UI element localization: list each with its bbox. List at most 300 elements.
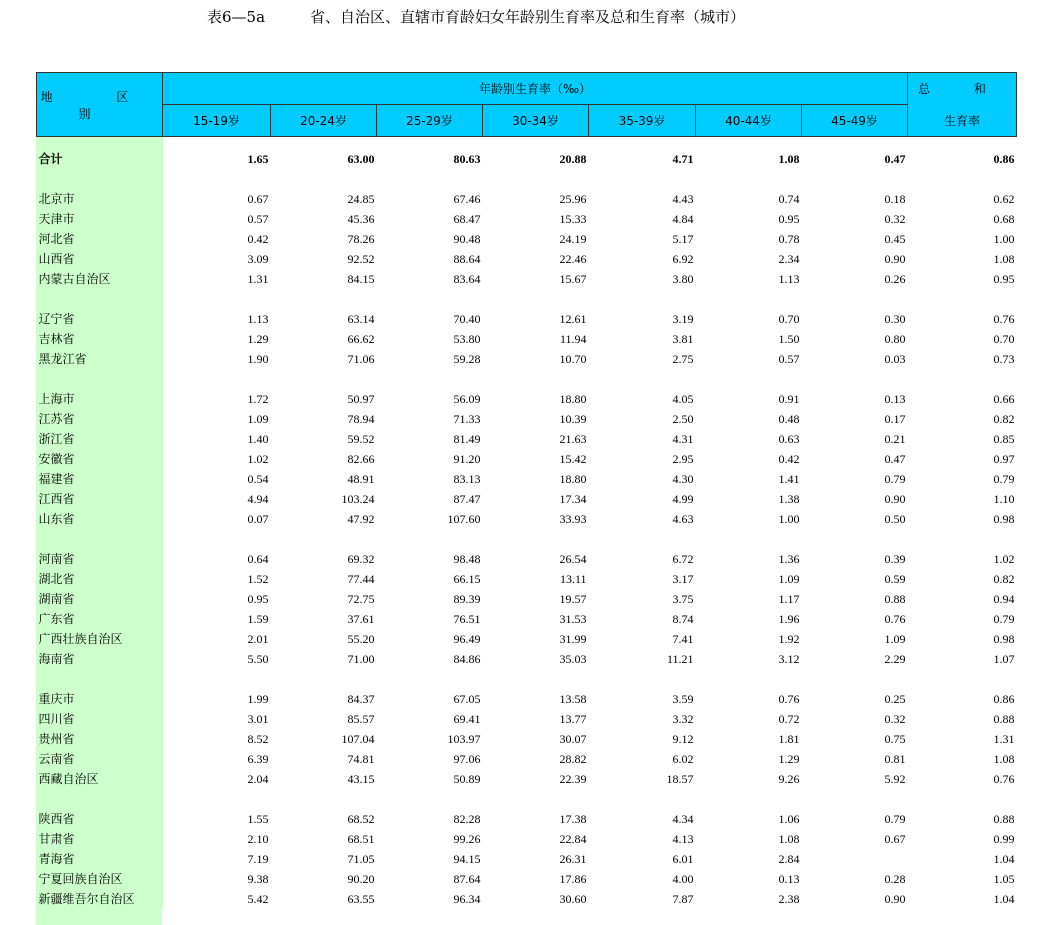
region-name: 青海省 (37, 849, 163, 869)
rate-value: 24.85 (347, 192, 375, 206)
rate-value: 25.96 (559, 192, 587, 206)
table-row (37, 569, 1017, 589)
tfr-value: 0.95 (993, 272, 1015, 286)
rate-value: 84.37 (347, 692, 375, 706)
age-rate-group-header: 年龄别生育率（‰） (163, 73, 908, 105)
rate-value: 3.32 (672, 712, 694, 726)
rate-value: 24.19 (559, 232, 587, 246)
rate-value: 0.32 (884, 712, 906, 726)
rate-value: 12.61 (559, 312, 587, 326)
region-name: 合计 (37, 149, 163, 169)
rate-value: 0.30 (884, 312, 906, 326)
rate-value: 1.55 (247, 812, 269, 826)
rate-value: 4.43 (672, 192, 694, 206)
rate-value: 0.70 (778, 312, 800, 326)
tfr-value: 0.79 (993, 612, 1015, 626)
rate-value: 17.34 (559, 492, 587, 506)
rate-value: 6.39 (247, 752, 269, 766)
region-name: 宁夏回族自治区 (37, 869, 163, 889)
table-row (37, 489, 1017, 509)
rate-value: 67.46 (453, 192, 481, 206)
rate-value: 71.05 (347, 852, 375, 866)
table-code: 表6—5a (207, 8, 266, 26)
spacer-row (37, 289, 1017, 309)
tfr-header-line2: 生育率 (908, 105, 1017, 137)
rate-value: 82.28 (453, 812, 481, 826)
tfr-value: 1.08 (993, 752, 1015, 766)
rate-value: 22.84 (559, 832, 587, 846)
rate-value: 4.13 (672, 832, 694, 846)
table-row (37, 849, 1017, 869)
rate-value: 83.64 (453, 272, 481, 286)
rate-value: 70.40 (453, 312, 481, 326)
rate-value: 1.59 (247, 612, 269, 626)
spacer-row (37, 169, 1017, 189)
rate-value: 107.60 (447, 512, 481, 526)
rate-value: 10.70 (559, 352, 587, 366)
rate-value: 15.33 (559, 212, 587, 226)
rate-value: 74.81 (347, 752, 375, 766)
rate-value: 90.48 (453, 232, 481, 246)
region-name: 河南省 (37, 549, 163, 569)
tfr-value: 1.10 (993, 492, 1015, 506)
table-row (37, 829, 1017, 849)
rate-value: 53.80 (453, 332, 481, 346)
tfr-value: 0.94 (993, 592, 1015, 606)
rate-value: 4.99 (672, 492, 694, 506)
rate-value: 8.74 (672, 612, 694, 626)
rate-value: 11.94 (559, 332, 587, 346)
rate-value: 0.54 (247, 472, 269, 486)
tfr-value: 0.76 (993, 312, 1015, 326)
rate-value: 9.38 (247, 872, 269, 886)
rate-value: 2.01 (247, 632, 269, 646)
tfr-value: 0.98 (993, 632, 1015, 646)
table-row (37, 689, 1017, 709)
rate-value: 47.92 (347, 512, 375, 526)
rate-value: 1.09 (247, 412, 269, 426)
rate-value: 13.58 (559, 692, 587, 706)
rate-value: 0.81 (884, 752, 906, 766)
rate-value: 91.20 (453, 452, 481, 466)
rate-value: 1.96 (778, 612, 800, 626)
rate-value: 1.72 (247, 392, 269, 406)
rate-value: 1.09 (884, 632, 906, 646)
rate-value: 13.11 (559, 572, 587, 586)
rate-value: 0.95 (247, 592, 269, 606)
table-row (37, 209, 1017, 229)
rate-value: 1.00 (778, 512, 800, 526)
age-header: 15-19岁 (163, 105, 271, 137)
rate-value: 96.49 (453, 632, 481, 646)
rate-value: 6.02 (672, 752, 694, 766)
rate-value: 5.92 (884, 772, 906, 786)
table-row (37, 269, 1017, 289)
rate-value: 0.74 (778, 192, 800, 206)
rate-value: 7.41 (672, 632, 694, 646)
region-name: 湖南省 (37, 589, 163, 609)
rate-value: 2.10 (247, 832, 269, 846)
rate-value: 84.15 (347, 272, 375, 286)
rate-value: 92.52 (347, 252, 375, 266)
rate-value: 71.00 (347, 652, 375, 666)
rate-value: 0.21 (884, 432, 906, 446)
table-row (37, 389, 1017, 409)
rate-value: 85.57 (347, 712, 375, 726)
rate-value: 80.63 (453, 152, 481, 166)
rate-value: 0.18 (884, 192, 906, 206)
rate-value: 3.01 (247, 712, 269, 726)
rate-value: 87.64 (453, 872, 481, 886)
table-row (37, 309, 1017, 329)
table-row (37, 869, 1017, 889)
table-row (37, 589, 1017, 609)
rate-value: 50.97 (347, 392, 375, 406)
rate-value: 107.04 (341, 732, 375, 746)
rate-value: 37.61 (347, 612, 375, 626)
tfr-value: 0.88 (993, 812, 1015, 826)
tfr-value: 0.86 (993, 152, 1015, 166)
region-name: 广东省 (37, 609, 163, 629)
region-name: 上海市 (37, 389, 163, 409)
rate-value: 0.79 (884, 812, 906, 826)
rate-value: 0.13 (778, 872, 800, 886)
rate-value: 87.47 (453, 492, 481, 506)
rate-value: 13.77 (559, 712, 587, 726)
table-row (37, 629, 1017, 649)
tfr-value: 0.76 (993, 772, 1015, 786)
region-name: 四川省 (37, 709, 163, 729)
rate-value: 15.42 (559, 452, 587, 466)
rate-value: 103.24 (341, 492, 375, 506)
rate-value: 0.90 (884, 252, 906, 266)
rate-value: 1.09 (778, 572, 800, 586)
tfr-value: 0.85 (993, 432, 1015, 446)
tfr-value: 0.62 (993, 192, 1015, 206)
rate-value: 3.09 (247, 252, 269, 266)
rate-value: 97.06 (453, 752, 481, 766)
region-name: 陕西省 (37, 809, 163, 829)
spacer-row (37, 529, 1017, 549)
rate-value: 0.39 (884, 552, 906, 566)
age-header: 30-34岁 (483, 105, 589, 137)
table-row (37, 729, 1017, 749)
age-header: 35-39岁 (589, 105, 696, 137)
rate-value (802, 849, 908, 869)
rate-value: 4.63 (672, 512, 694, 526)
rate-value: 89.39 (453, 592, 481, 606)
rate-value: 4.71 (672, 152, 694, 166)
rate-value: 1.29 (247, 332, 269, 346)
rate-value: 0.76 (884, 612, 906, 626)
rate-value: 26.54 (559, 552, 587, 566)
tfr-value: 1.02 (993, 552, 1015, 566)
table-row (37, 889, 1017, 909)
region-name: 海南省 (37, 649, 163, 669)
rate-value: 3.59 (672, 692, 694, 706)
rate-value: 1.65 (247, 152, 269, 166)
table-row (37, 409, 1017, 429)
total-row (37, 149, 1017, 169)
rate-value: 4.30 (672, 472, 694, 486)
rate-value: 3.12 (778, 652, 800, 666)
region-name: 辽宁省 (37, 309, 163, 329)
rate-value: 4.94 (247, 492, 269, 506)
rate-value: 1.36 (778, 552, 800, 566)
rate-value: 98.48 (453, 552, 481, 566)
region-name: 河北省 (37, 229, 163, 249)
rate-value: 99.26 (453, 832, 481, 846)
rate-value: 2.38 (778, 892, 800, 906)
table-row (37, 229, 1017, 249)
rate-value: 83.13 (453, 472, 481, 486)
spacer-row (37, 137, 1017, 150)
rate-value: 78.26 (347, 232, 375, 246)
region-name: 安徽省 (37, 449, 163, 469)
rate-value: 0.26 (884, 272, 906, 286)
table-row (37, 429, 1017, 449)
rate-value: 1.38 (778, 492, 800, 506)
table-row (37, 809, 1017, 829)
rate-value: 0.03 (884, 352, 906, 366)
region-name: 甘肃省 (37, 829, 163, 849)
rate-value: 71.06 (347, 352, 375, 366)
rate-value: 103.97 (447, 732, 481, 746)
rate-value: 10.39 (559, 412, 587, 426)
rate-value: 67.05 (453, 692, 481, 706)
rate-value: 96.34 (453, 892, 481, 906)
rate-value: 0.63 (778, 432, 800, 446)
tfr-value: 1.07 (993, 652, 1015, 666)
region-name: 北京市 (37, 189, 163, 209)
rate-value: 66.15 (453, 572, 481, 586)
rate-value: 63.00 (347, 152, 375, 166)
tfr-value: 0.70 (993, 332, 1015, 346)
rate-value: 81.49 (453, 432, 481, 446)
rate-value: 0.48 (778, 412, 800, 426)
age-header: 25-29岁 (377, 105, 483, 137)
tfr-value: 1.05 (993, 872, 1015, 886)
tfr-value: 1.00 (993, 232, 1015, 246)
spacer-row (37, 369, 1017, 389)
rate-value: 1.13 (778, 272, 800, 286)
rate-value: 11.21 (666, 652, 694, 666)
rate-value: 3.75 (672, 592, 694, 606)
tfr-value: 0.73 (993, 352, 1015, 366)
rate-value: 50.89 (453, 772, 481, 786)
rate-value: 63.14 (347, 312, 375, 326)
rate-value: 68.47 (453, 212, 481, 226)
tfr-value: 0.88 (993, 712, 1015, 726)
table-row (37, 449, 1017, 469)
table-header (37, 73, 1017, 137)
rate-value: 1.08 (778, 152, 800, 166)
region-name: 内蒙古自治区 (37, 269, 163, 289)
rate-value: 0.45 (884, 232, 906, 246)
rate-value: 35.03 (559, 652, 587, 666)
rate-value: 0.57 (778, 352, 800, 366)
tfr-value: 0.98 (993, 512, 1015, 526)
rate-value: 20.88 (559, 152, 587, 166)
rate-value: 0.76 (778, 692, 800, 706)
rate-value: 0.59 (884, 572, 906, 586)
rate-value: 2.95 (672, 452, 694, 466)
rate-value: 0.57 (247, 212, 269, 226)
rate-value: 31.99 (559, 632, 587, 646)
rate-value: 7.19 (247, 852, 269, 866)
rate-value: 4.31 (672, 432, 694, 446)
rate-value: 33.93 (559, 512, 587, 526)
rate-value: 19.57 (559, 592, 587, 606)
tfr-value: 1.04 (993, 892, 1015, 906)
rate-value: 1.40 (247, 432, 269, 446)
tfr-value: 1.31 (993, 732, 1015, 746)
rate-value: 2.50 (672, 412, 694, 426)
rate-value: 5.17 (672, 232, 694, 246)
rate-value: 2.84 (778, 852, 800, 866)
rate-value: 18.80 (559, 472, 587, 486)
rate-value: 1.02 (247, 452, 269, 466)
region-name: 湖北省 (37, 569, 163, 589)
region-name: 黑龙江省 (37, 349, 163, 369)
rate-value: 69.32 (347, 552, 375, 566)
rate-value: 0.28 (884, 872, 906, 886)
rate-value: 0.64 (247, 552, 269, 566)
age-header: 40-44岁 (696, 105, 802, 137)
region-name: 广西壮族自治区 (37, 629, 163, 649)
table-row (37, 349, 1017, 369)
table-row (37, 189, 1017, 209)
table-row (37, 769, 1017, 789)
age-header: 45-49岁 (802, 105, 908, 137)
tfr-value: 0.86 (993, 692, 1015, 706)
tfr-value: 1.04 (993, 852, 1015, 866)
rate-value: 76.51 (453, 612, 481, 626)
age-header: 20-24岁 (271, 105, 377, 137)
rate-value: 94.15 (453, 852, 481, 866)
rate-value: 1.50 (778, 332, 800, 346)
rate-value: 78.94 (347, 412, 375, 426)
table-row (37, 469, 1017, 489)
rate-value: 18.80 (559, 392, 587, 406)
region-name: 吉林省 (37, 329, 163, 349)
rate-value: 69.41 (453, 712, 481, 726)
rate-value: 8.52 (247, 732, 269, 746)
rate-value: 77.44 (347, 572, 375, 586)
rate-value: 0.47 (884, 152, 906, 166)
table-row (37, 329, 1017, 349)
rate-value: 3.19 (672, 312, 694, 326)
rate-value: 0.88 (884, 592, 906, 606)
rate-value: 43.15 (347, 772, 375, 786)
rate-value: 0.90 (884, 892, 906, 906)
rate-value: 1.52 (247, 572, 269, 586)
rate-value: 48.91 (347, 472, 375, 486)
rate-value: 66.62 (347, 332, 375, 346)
table-row (37, 509, 1017, 529)
region-name: 山东省 (37, 509, 163, 529)
table-row (37, 549, 1017, 569)
rate-value: 0.67 (247, 192, 269, 206)
rate-value: 82.66 (347, 452, 375, 466)
rate-value: 31.53 (559, 612, 587, 626)
rate-value: 1.41 (778, 472, 800, 486)
rate-value: 0.67 (884, 832, 906, 846)
rate-value: 1.17 (778, 592, 800, 606)
rate-value: 9.26 (778, 772, 800, 786)
region-name: 浙江省 (37, 429, 163, 449)
rate-value: 1.92 (778, 632, 800, 646)
rate-value: 0.13 (884, 392, 906, 406)
rate-value: 1.90 (247, 352, 269, 366)
tfr-value: 0.79 (993, 472, 1015, 486)
rate-value: 4.34 (672, 812, 694, 826)
rate-value: 17.86 (559, 872, 587, 886)
rate-value: 4.84 (672, 212, 694, 226)
rate-value: 0.42 (778, 452, 800, 466)
rate-value: 0.72 (778, 712, 800, 726)
rate-value: 2.29 (884, 652, 906, 666)
rate-value: 0.95 (778, 212, 800, 226)
rate-value: 4.00 (672, 872, 694, 886)
table-title (0, 6, 1059, 26)
spacer-row (37, 789, 1017, 809)
tfr-value: 0.82 (993, 572, 1015, 586)
rate-value: 84.86 (453, 652, 481, 666)
tfr-value: 1.08 (993, 252, 1015, 266)
table-row (37, 749, 1017, 769)
rate-value: 59.28 (453, 352, 481, 366)
rate-value: 1.06 (778, 812, 800, 826)
rate-value: 0.32 (884, 212, 906, 226)
table-row (37, 709, 1017, 729)
rate-value: 1.81 (778, 732, 800, 746)
rate-value: 30.07 (559, 732, 587, 746)
rate-value: 6.92 (672, 252, 694, 266)
rate-value: 30.60 (559, 892, 587, 906)
rate-value: 21.63 (559, 432, 587, 446)
rate-value: 0.17 (884, 412, 906, 426)
region-name: 新疆维吾尔自治区 (37, 889, 163, 909)
rate-value: 68.51 (347, 832, 375, 846)
rate-value: 9.12 (672, 732, 694, 746)
table-row (37, 249, 1017, 269)
rate-value: 59.52 (347, 432, 375, 446)
rate-value: 0.25 (884, 692, 906, 706)
spacer-row (37, 669, 1017, 689)
rate-value: 0.50 (884, 512, 906, 526)
region-name: 福建省 (37, 469, 163, 489)
rate-value: 28.82 (559, 752, 587, 766)
region-name: 江苏省 (37, 409, 163, 429)
region-name: 山西省 (37, 249, 163, 269)
rate-value: 90.20 (347, 872, 375, 886)
rate-value: 2.34 (778, 252, 800, 266)
rate-value: 56.09 (453, 392, 481, 406)
tfr-header-line1: 总 和 (908, 73, 1017, 105)
tfr-value: 0.97 (993, 452, 1015, 466)
region-name: 西藏自治区 (37, 769, 163, 789)
rate-value: 2.75 (672, 352, 694, 366)
rate-value: 63.55 (347, 892, 375, 906)
table-row (37, 649, 1017, 669)
region-name: 江西省 (37, 489, 163, 509)
fertility-rate-table (36, 72, 1017, 909)
table-row (37, 609, 1017, 629)
rate-value: 0.90 (884, 492, 906, 506)
rate-value: 6.01 (672, 852, 694, 866)
rate-value: 17.38 (559, 812, 587, 826)
